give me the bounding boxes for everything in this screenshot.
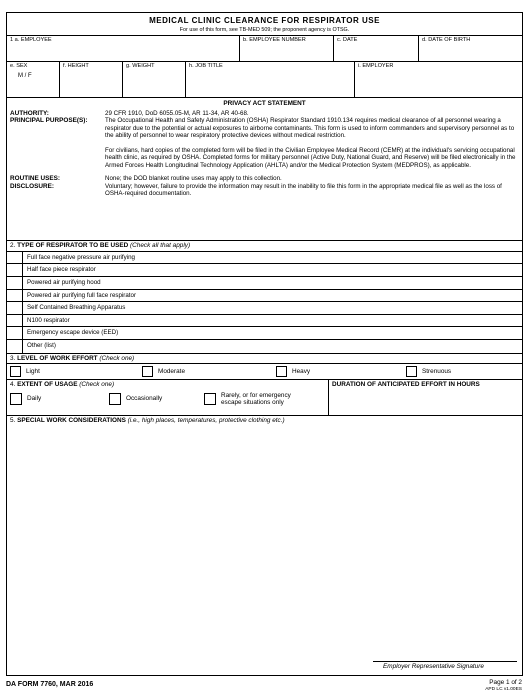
employee-field[interactable] (7, 36, 240, 61)
duration-field[interactable] (329, 380, 522, 415)
respirator-label: Powered air purifying hood (27, 278, 101, 286)
section2-number: 2. (10, 242, 18, 250)
privacy-act-statement (7, 98, 522, 241)
respirator-checkbox[interactable] (7, 340, 23, 353)
heavy-checkbox[interactable] (276, 366, 287, 377)
employee-label: 1 a. EMPLOYEE (10, 37, 52, 44)
effort-option-heavy[interactable] (276, 366, 406, 377)
weight-label: g. WEIGHT (126, 63, 155, 70)
respirator-row (7, 264, 522, 277)
section3-hint: (Check one) (97, 354, 135, 362)
moderate-checkbox[interactable] (142, 366, 153, 377)
footer-right (485, 679, 522, 692)
duration-label: DURATION OF ANTICIPATED EFFORT IN HOURS (332, 381, 480, 389)
effort-option-strenuous[interactable] (406, 366, 451, 377)
respirator-label: Powered air purifying full face respirator (27, 291, 137, 299)
respirator-checkbox[interactable] (7, 302, 23, 314)
section2-title: TYPE OF RESPIRATOR TO BE USED (17, 242, 129, 250)
effort-option-light[interactable] (10, 366, 142, 377)
effort-option-moderate[interactable] (142, 366, 276, 377)
usage-options (7, 390, 328, 409)
purpose-value (105, 117, 519, 169)
respirator-checkbox[interactable] (7, 327, 23, 339)
employer-label: i. EMPLOYER (358, 63, 394, 70)
date-field[interactable] (334, 36, 419, 61)
rarely-checkbox[interactable] (204, 393, 216, 405)
section5-hint: (i.e., high places, temperatures, protective clothing etc.) (125, 417, 285, 425)
purpose-key: PRINCIPAL PURPOSE(S): (10, 117, 88, 125)
section3-title: LEVEL OF WORK EFFORT (17, 354, 98, 362)
employee-number-field[interactable] (240, 36, 334, 61)
respirator-label: Self Contained Breathing Apparatus (27, 304, 126, 312)
respirator-checkbox[interactable] (7, 315, 23, 327)
privacy-heading: PRIVACY ACT STATEMENT (223, 100, 306, 108)
respirator-checkbox[interactable] (7, 290, 23, 302)
usage-option-daily[interactable] (10, 393, 109, 405)
strenuous-label: Strenuous (422, 367, 452, 375)
respirator-label: Half face piece respirator (27, 266, 96, 274)
section5-heading (7, 416, 522, 426)
form-container (6, 12, 523, 676)
sex-field[interactable] (7, 62, 60, 97)
signature-label: Employer Representative Signature (383, 663, 484, 670)
sex-options: M / F (18, 72, 32, 79)
rarely-label-line1: Rarely, or for emergency (221, 391, 291, 399)
authority-row (7, 110, 522, 118)
occasionally-checkbox[interactable] (109, 393, 121, 405)
version-label: APD LC v1.00ES (485, 686, 522, 692)
form-id: DA FORM 7760, MAR 2016 (6, 681, 94, 688)
employer-field[interactable] (355, 62, 522, 97)
disclosure-row (7, 183, 522, 198)
sex-label: e. SEX (10, 63, 28, 70)
respirator-row (7, 340, 522, 353)
purpose-paragraph-1: The Occupational Health and Safety Administration (OSHA) Respirator Standard 1910.134 requires medical clearance of all personnel wearing a respirator due to the potential or actual exposures to airborne contaminants. This form is used to inform commanders and supervisory personnel as to the ability of personnel to wear respiratory protective devices without medical restriction. (105, 117, 515, 140)
moderate-label: Moderate (158, 367, 185, 375)
employee-details-row (7, 62, 522, 98)
section4-number: 4. (10, 381, 18, 389)
job-title-field[interactable] (186, 62, 355, 97)
section3-number: 3. (10, 354, 18, 362)
form-title: MEDICAL CLINIC CLEARANCE FOR RESPIRATOR USE (149, 16, 380, 25)
employee-info-row (7, 36, 522, 62)
purpose-paragraph-2: For civilians, hard copies of the completed form will be filed in the Civilian Employee Medical Record (CEMR) at the individual's servicing occupational health clinic, as required by OSHA. Completed forms for military personnel (Active Duty, National Guard, and Reserve) will be filed electronically in the Armed Forces Health Longitudinal Technology Application (AHLTA) and/or the Medical Protection System (MEDPROS), as applicable. (105, 146, 516, 169)
employee-number-label: b. EMPLOYEE NUMBER (243, 37, 306, 44)
daily-label: Daily (27, 395, 42, 403)
respirator-label: Full face negative pressure air purifying (27, 253, 135, 261)
rarely-label (221, 392, 291, 407)
work-effort-options (7, 364, 522, 379)
date-label: c. DATE (337, 37, 358, 44)
respirator-row (7, 315, 522, 328)
section3-heading (7, 354, 522, 365)
disclosure-key: DISCLOSURE: (10, 182, 55, 190)
disclosure-value: Voluntary; however, failure to provide the information may result in the inability to file this form in the appropriate medical file as well as the loss of OSHA-required documentation. (105, 182, 502, 198)
section4-heading (7, 380, 328, 390)
light-label: Light (26, 367, 40, 375)
routine-key: ROUTINE USES: (10, 175, 61, 183)
section5-number: 5. (10, 417, 18, 425)
heavy-label: Heavy (292, 367, 311, 375)
respirator-list (7, 252, 522, 353)
respirator-row (7, 302, 522, 315)
section2-heading (7, 241, 522, 252)
rarely-label-line2: escape situations only (221, 399, 284, 407)
respirator-label: Emergency escape device (EED) (27, 329, 119, 337)
authority-key: AUTHORITY: (10, 109, 49, 117)
special-considerations-section[interactable] (7, 416, 522, 664)
respirator-row (7, 290, 522, 303)
respirator-label: N100 respirator (27, 316, 70, 324)
routine-value: None; the DOD blanket routine uses may apply to this collection. (105, 175, 282, 183)
section5-title: SPECIAL WORK CONSIDERATIONS (17, 417, 126, 425)
signature-line[interactable] (373, 661, 517, 662)
occasionally-label: Occasionally (126, 395, 163, 403)
strenuous-checkbox[interactable] (406, 366, 417, 377)
usage-option-rarely[interactable] (204, 392, 291, 407)
usage-row (7, 380, 522, 416)
usage-option-occasionally[interactable] (109, 393, 204, 405)
authority-value: 29 CFR 1910, DoD 6055.05-M, AR 11-34, AR 40-68. (105, 109, 249, 117)
extent-of-usage-section (7, 380, 329, 415)
respirator-checkbox[interactable] (7, 252, 23, 264)
daily-checkbox[interactable] (10, 393, 22, 405)
purpose-row (7, 117, 522, 169)
light-checkbox[interactable] (10, 366, 21, 377)
dob-label: d. DATE OF BIRTH (422, 37, 471, 44)
section4-hint: (Check one) (77, 381, 115, 389)
section4-title: EXTENT OF USAGE (17, 381, 78, 389)
respirator-label: Other (list) (27, 341, 56, 349)
job-title-label: h. JOB TITLE (189, 63, 223, 70)
respirator-row (7, 277, 522, 290)
respirator-checkbox[interactable] (7, 277, 23, 289)
respirator-checkbox[interactable] (7, 264, 23, 276)
respirator-row (7, 327, 522, 340)
section2-hint: (Check all that apply) (128, 242, 191, 250)
page-number: Page 1 of 2 (489, 679, 522, 686)
respirator-type-section (7, 241, 522, 353)
form-header (7, 13, 522, 36)
form-subtitle: For use of this form, see TB-MED 509; the proponent agency is OTSG. (179, 26, 350, 33)
height-label: f. HEIGHT (63, 63, 89, 70)
respirator-row (7, 252, 522, 265)
routine-uses-row (7, 175, 522, 183)
work-effort-section (7, 354, 522, 381)
weight-field[interactable] (123, 62, 186, 97)
purpose-spacer (105, 140, 519, 147)
dob-field[interactable] (419, 36, 522, 61)
height-field[interactable] (60, 62, 123, 97)
